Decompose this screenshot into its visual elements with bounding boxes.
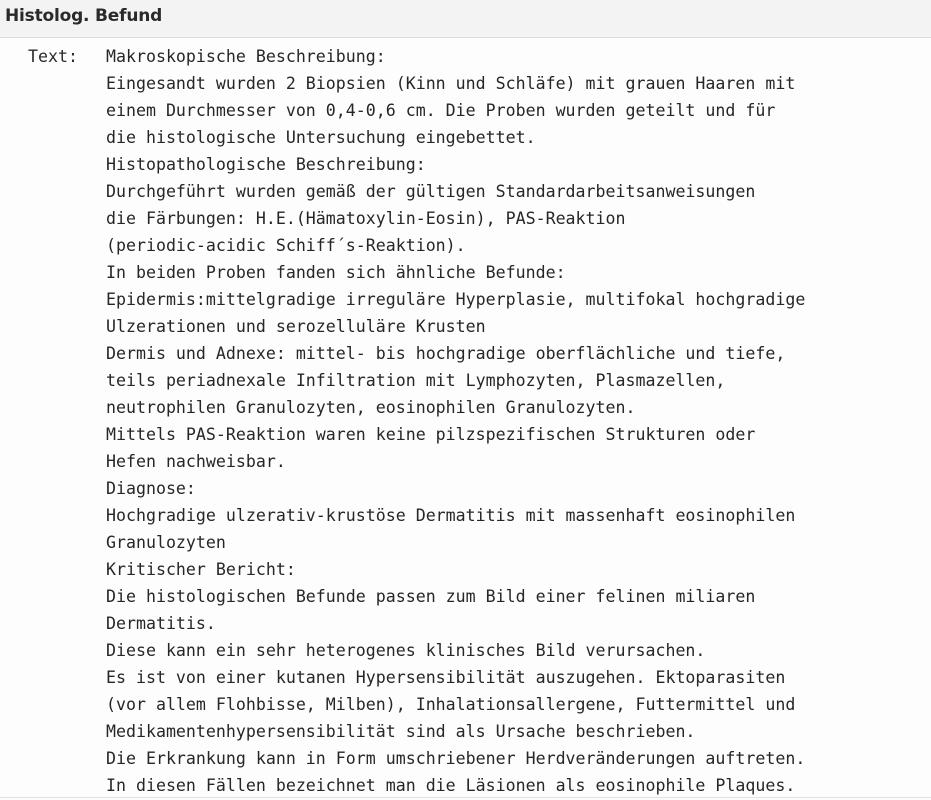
report-content [0,38,931,798]
report-text-line: In diesen Fällen bezeichnet man die Läsionen als eosinophile Plaques. [106,776,796,795]
section-title: Histolog. Befund [5,6,163,26]
report-text-line: Ulzerationen und serozelluläre Krusten [106,317,486,336]
report-text-line: teils periadnexale Infiltration mit Lymphozyten, Plasmazellen, [106,371,726,390]
report-text-line: (periodic-acidic Schiff´s-Reaktion). [106,236,466,255]
report-text-line: Durchgeführt wurden gemäß der gültigen Standardarbeitsanweisungen [106,182,756,201]
report-text-line: Mittels PAS-Reaktion waren keine pilzspezifischen Strukturen oder [106,425,756,444]
report-text-line: Makroskopische Beschreibung: [106,47,386,66]
text-field-label: Text: [28,47,78,66]
report-text-line: In beiden Proben fanden sich ähnliche Befunde: [106,263,566,282]
report-text-line: Kritischer Bericht: [106,560,296,579]
report-text-line: Die histologischen Befunde passen zum Bild einer felinen miliaren [106,587,756,606]
report-text-line: Hefen nachweisbar. [106,452,286,471]
report-text-line: Histopathologische Beschreibung: [106,155,426,174]
report-text-body [106,43,926,799]
report-text-line: die histologische Untersuchung eingebettet. [106,128,536,147]
report-text-line: Dermatitis. [106,614,216,633]
report-text-line: Eingesandt wurden 2 Biopsien (Kinn und Schläfe) mit grauen Haaren mit [106,74,796,93]
section-header [0,0,931,38]
report-text-line: Dermis und Adnexe: mittel- bis hochgradige oberflächliche und tiefe, [106,344,786,363]
report-text-line: einem Durchmesser von 0,4-0,6 cm. Die Proben wurden geteilt und für [106,101,776,120]
report-text-line: Medikamentenhypersensibilität sind als Ursache beschrieben. [106,722,696,741]
report-text-line: Die Erkrankung kann in Form umschriebener Herdveränderungen auftreten. [106,749,806,768]
report-text-line: Diese kann ein sehr heterogenes klinisches Bild verursachen. [106,641,706,660]
report-text-line: (vor allem Flohbisse, Milben), Inhalationsallergene, Futtermittel und [106,695,796,714]
report-text-line: Es ist von einer kutanen Hypersensibilität auszugehen. Ektoparasiten [106,668,786,687]
report-text-line: Diagnose: [106,479,196,498]
report-text-line: neutrophilen Granulozyten, eosinophilen Granulozyten. [106,398,636,417]
divider [0,797,931,798]
report-text-line: Granulozyten [106,533,226,552]
report-text-line: Hochgradige ulzerativ-krustöse Dermatitis mit massenhaft eosinophilen [106,506,796,525]
report-text-line: die Färbungen: H.E.(Hämatoxylin-Eosin), PAS-Reaktion [106,209,626,228]
report-text-line: Epidermis:mittelgradige irreguläre Hyperplasie, multifokal hochgradige [106,290,806,309]
